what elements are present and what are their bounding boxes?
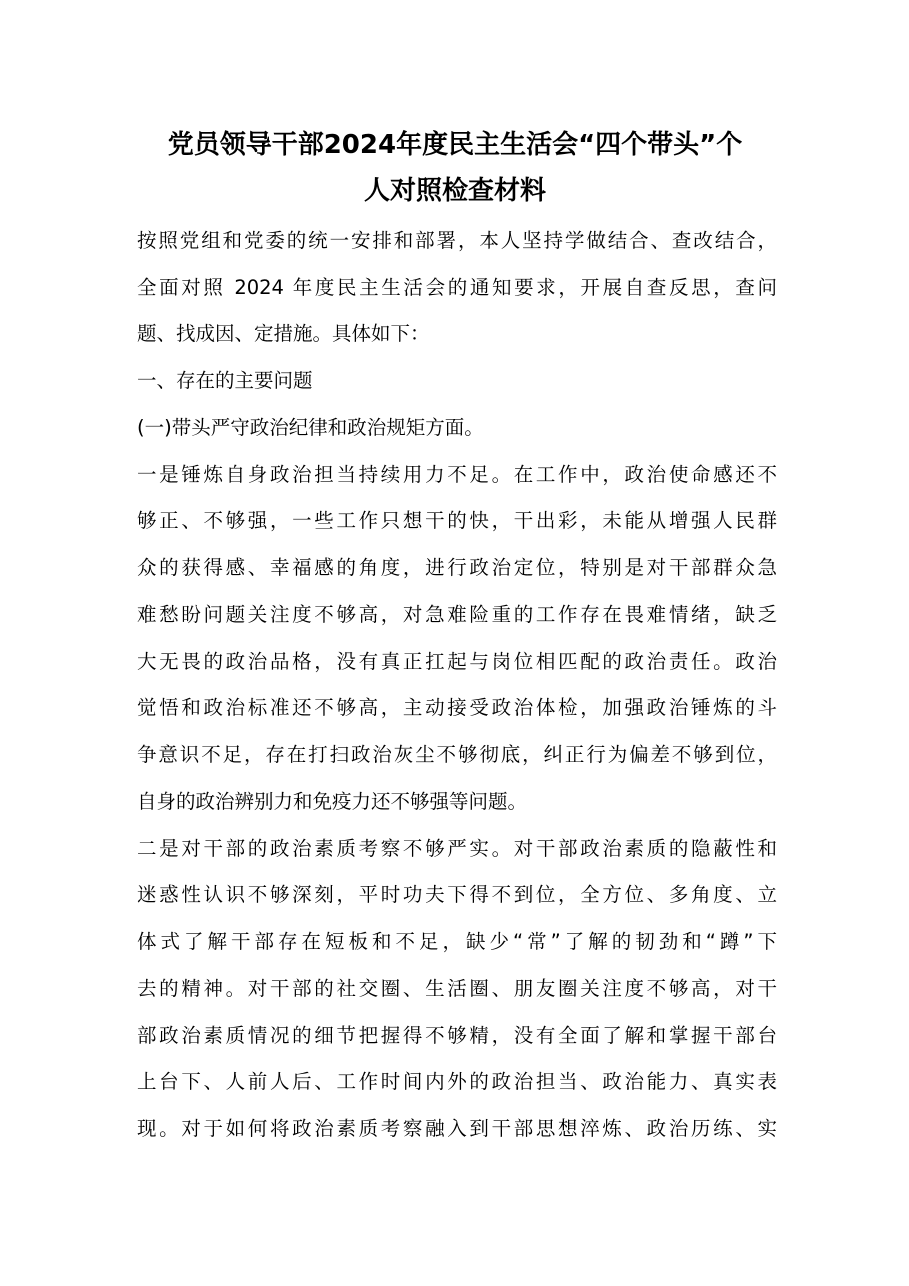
intro-line-3: 题、找成因、定措施。具体如下： bbox=[137, 322, 430, 345]
point1-line-3: 众的获得感、幸福感的角度，进行政治定位，特别是对干部群众急 bbox=[137, 556, 777, 579]
point1-line-6: 觉悟和政治标准还不够高，主动接受政治体检，加强政治锤炼的斗 bbox=[137, 696, 777, 719]
point1-line-1: 一是锤炼自身政治担当持续用力不足。在工作中，政治使命感还不 bbox=[137, 463, 777, 486]
intro-line-1: 按照党组和党委的统一安排和部署，本人坚持学做结合、查改结合， bbox=[137, 229, 777, 252]
point2-line-5: 部政治素质情况的细节把握得不够精，没有全面了解和掌握干部台 bbox=[137, 1024, 777, 1047]
point1-line-2: 够正、不够强，一些工作只想干的快，干出彩，未能从增强人民群 bbox=[137, 509, 777, 532]
point2-line-2: 迷惑性认识不够深刻，平时功夫下得不到位，全方位、多角度、立 bbox=[137, 883, 777, 906]
point2-line-7: 现。对于如何将政治素质考察融入到干部思想淬炼、政治历练、实 bbox=[137, 1117, 777, 1140]
point2-line-4: 去的精神。对干部的社交圈、生活圈、朋友圈关注度不够高，对干 bbox=[137, 977, 777, 1000]
document-title-line-2: 人对照检查材料 bbox=[363, 176, 546, 206]
point1-line-5: 大无畏的政治品格，没有真正扛起与岗位相匹配的政治责任。政治 bbox=[137, 650, 777, 673]
point2-line-6: 上台下、人前人后、工作时间内外的政治担当、政治能力、真实表 bbox=[137, 1070, 777, 1093]
point1-line-8: 自身的政治辨别力和免疫力还不够强等问题。 bbox=[137, 790, 528, 813]
point1-line-7: 争意识不足，存在打扫政治灰尘不够彻底，纠正行为偏差不够到位， bbox=[137, 743, 777, 766]
intro-line-2: 全面对照 2024 年度民主生活会的通知要求，开展自查反思，查问 bbox=[137, 276, 777, 299]
point2-line-1: 二是对干部的政治素质考察不够严实。对干部政治素质的隐蔽性和 bbox=[137, 837, 777, 860]
subsection-heading: (一)带头严守政治纪律和政治规矩方面。 bbox=[137, 416, 484, 439]
document-title-line-1: 党员领导干部2024年度民主生活会“四个带头”个 bbox=[167, 130, 743, 160]
point1-line-4: 难愁盼问题关注度不够高，对急难险重的工作存在畏难情绪，缺乏 bbox=[137, 603, 777, 626]
point2-line-3: 体式了解干部存在短板和不足，缺少“常”了解的韧劲和“蹲”下 bbox=[137, 930, 777, 953]
section-heading: 一、存在的主要问题 bbox=[137, 369, 313, 392]
